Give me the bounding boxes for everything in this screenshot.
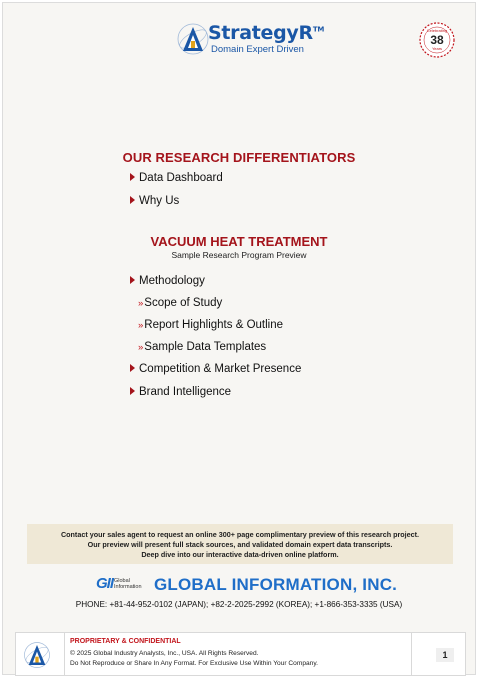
contact-phone: PHONE: +81-44-952-0102 (JAPAN); +82-2-2025-2992 (KOREA); +1-866-353-3335 (USA) — [75, 600, 403, 609]
strategyr-footer-logo-icon — [22, 640, 52, 670]
promo-line: Our preview will present full stack sources, and validated domain expert data transcripts. — [87, 540, 393, 549]
report-subtitle: Sample Research Program Preview — [171, 250, 307, 260]
link-why-us[interactable]: Why Us — [130, 195, 179, 207]
proprietary-label: PROPRIETARY & CONFIDENTIAL — [70, 638, 181, 645]
triangle-bullet-icon — [130, 387, 135, 395]
promo-line: Deep dive into our interactive data-driven online platform. — [141, 550, 339, 559]
link-competition[interactable]: Competition & Market Presence — [130, 363, 301, 375]
triangle-bullet-icon — [130, 173, 135, 181]
usage-notice: Do Not Reproduce or Share In Any Format. For Exclusive Use Within Your Company. — [70, 660, 318, 667]
svg-text:38: 38 — [430, 33, 444, 47]
footer-divider — [64, 633, 65, 675]
triangle-bullet-icon — [130, 364, 135, 372]
link-sample-data-templates[interactable]: »Sample Data Templates — [138, 341, 267, 353]
page-footer — [15, 632, 466, 676]
double-chevron-icon: » — [138, 342, 144, 353]
gii-mark: GII — [96, 575, 114, 592]
strategyr-logo — [175, 21, 325, 57]
copyright-text: © 2025 Global Industry Analysts, Inc., USA. All Rights Reserved. — [70, 650, 259, 657]
link-report-highlights[interactable]: »Report Highlights & Outline — [138, 319, 284, 331]
link-data-dashboard[interactable]: Data Dashboard — [130, 172, 223, 184]
link-brand-intelligence[interactable]: Brand Intelligence — [130, 386, 231, 398]
gii-small-label: Global Information — [114, 578, 142, 590]
report-title: VACUUM HEAT TREATMENT — [150, 234, 328, 249]
brand-name: StrategyR™ — [208, 22, 324, 44]
preview-promo-box — [27, 524, 453, 564]
link-methodology[interactable]: Methodology — [130, 275, 205, 287]
page-number: 1 — [436, 648, 454, 662]
triangle-bullet-icon — [130, 276, 135, 284]
svg-text:Celebrating: Celebrating — [426, 28, 448, 33]
differentiators-heading: OUR RESEARCH DIFFERENTIATORS — [122, 150, 356, 165]
footer-divider — [411, 633, 412, 675]
double-chevron-icon: » — [138, 320, 144, 331]
gii-company-name: GLOBAL INFORMATION, INC. — [154, 575, 398, 594]
promo-line: Contact your sales agent to request an online 300+ page complimentary preview of this research project. — [60, 530, 420, 539]
report-page — [2, 2, 476, 675]
brand-tagline: Domain Expert Driven — [211, 44, 304, 55]
double-chevron-icon: » — [138, 298, 144, 309]
svg-text:Years: Years — [431, 46, 443, 51]
anniversary-badge-icon — [418, 21, 456, 59]
link-scope-of-study[interactable]: »Scope of Study — [138, 297, 223, 309]
strategyr-logo-icon — [175, 21, 211, 57]
triangle-bullet-icon — [130, 196, 135, 204]
